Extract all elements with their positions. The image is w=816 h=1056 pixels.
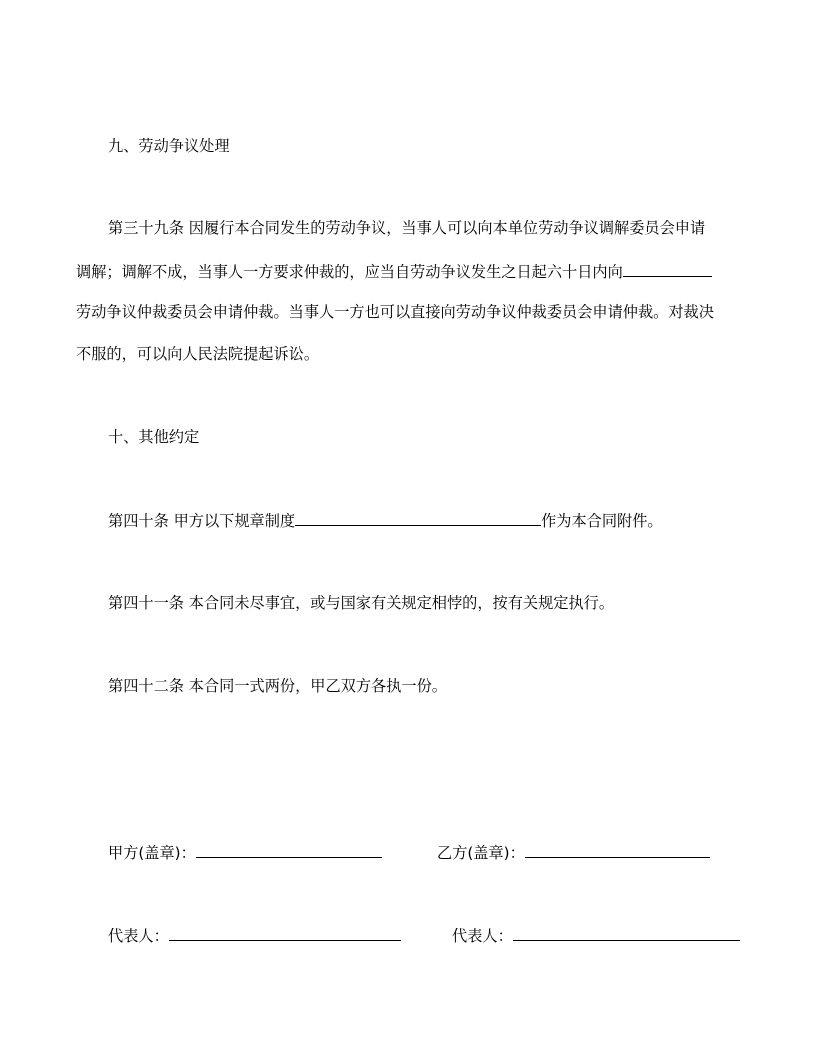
arbitration-committee-blank[interactable] bbox=[623, 261, 712, 277]
party-b-seal-label: 乙方(盖章)： bbox=[437, 844, 525, 862]
article-42: 第四十二条 本合同一式两份，甲乙双方各执一份。 bbox=[108, 677, 447, 695]
representative-a-blank[interactable] bbox=[169, 925, 401, 941]
party-a-seal bbox=[108, 842, 382, 863]
section-10-heading: 十、其他约定 bbox=[108, 428, 200, 446]
section-9-heading: 九、劳动争议处理 bbox=[108, 137, 230, 155]
representative-a-label: 代表人： bbox=[108, 927, 169, 945]
party-a-seal-label: 甲方(盖章)： bbox=[108, 844, 196, 862]
article-39-line-2 bbox=[76, 261, 712, 282]
article-39-line-3: 劳动争议仲裁委员会申请仲裁。当事人一方也可以直接向劳动争议仲裁委员会申请仲裁。对裁决 bbox=[76, 303, 714, 321]
article-39-line-2-text: 调解；调解不成，当事人一方要求仲裁的，应当自劳动争议发生之日起六十日内向 bbox=[76, 263, 623, 281]
party-b-seal-blank[interactable] bbox=[525, 842, 710, 858]
rules-regulations-blank[interactable] bbox=[295, 510, 541, 526]
article-40-text-before: 第四十条 甲方以下规章制度 bbox=[108, 512, 296, 530]
representative-b-label: 代表人： bbox=[452, 927, 513, 945]
representative-a bbox=[108, 925, 401, 946]
party-a-seal-blank[interactable] bbox=[196, 842, 382, 858]
article-39-line-1: 第三十九条 因履行本合同发生的劳动争议，当事人可以向本单位劳动争议调解委员会申请 bbox=[108, 219, 706, 237]
article-40 bbox=[108, 510, 663, 531]
party-b-seal bbox=[437, 842, 710, 863]
article-40-text-after: 作为本合同附件。 bbox=[541, 512, 663, 530]
article-39-line-4: 不服的，可以向人民法院提起诉讼。 bbox=[76, 345, 319, 363]
article-41: 第四十一条 本合同未尽事宜，或与国家有关规定相悖的，按有关规定执行。 bbox=[108, 594, 615, 612]
representative-b-blank[interactable] bbox=[513, 925, 740, 941]
representative-b bbox=[452, 925, 740, 946]
